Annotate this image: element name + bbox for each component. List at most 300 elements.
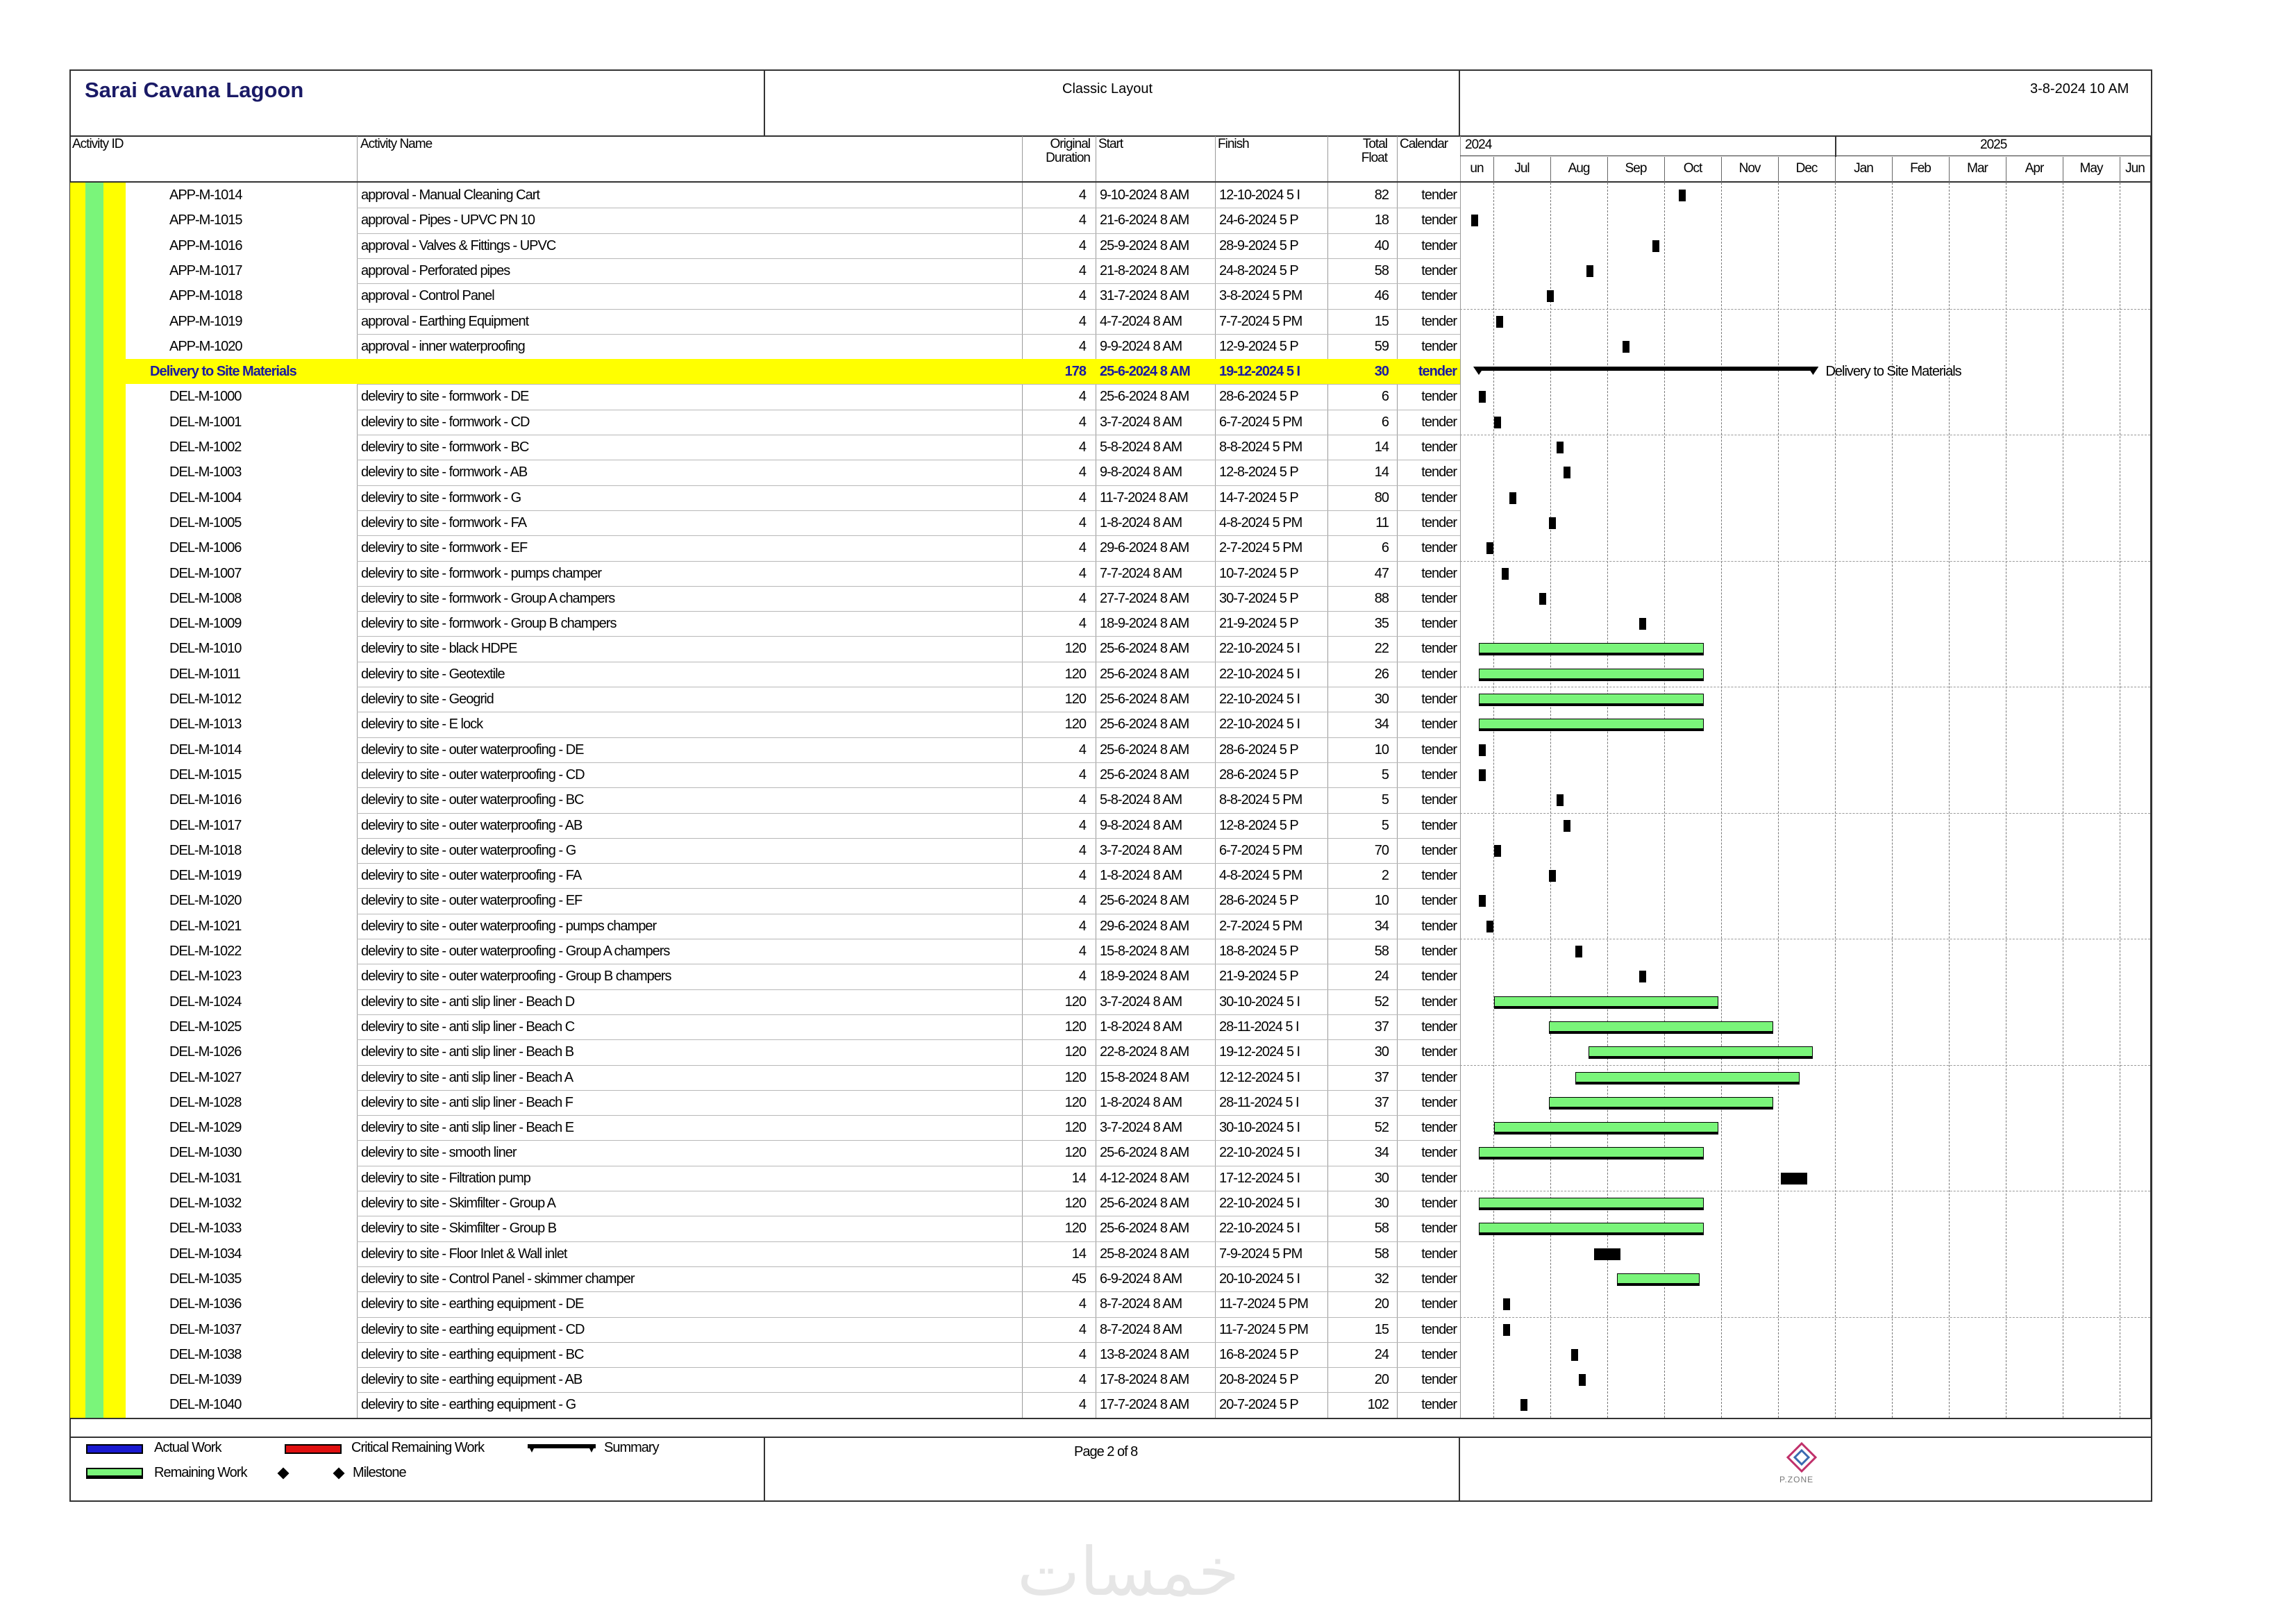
table-row[interactable] — [69, 914, 1460, 939]
table-row[interactable] — [69, 1216, 1460, 1241]
calendar: tender — [1421, 742, 1457, 757]
original-duration: 4 — [1078, 1397, 1086, 1413]
original-duration: 4 — [1078, 414, 1086, 430]
original-duration: 120 — [1064, 717, 1086, 733]
col-start[interactable]: Start — [1098, 137, 1123, 151]
summary-row[interactable] — [69, 359, 1460, 384]
col-activity-id[interactable]: Activity ID — [72, 137, 124, 151]
table-row[interactable] — [69, 1039, 1460, 1064]
total-float: 30 — [1374, 1044, 1389, 1060]
timeline-month-oct: Oct — [1683, 161, 1702, 176]
calendar: tender — [1421, 1044, 1457, 1060]
remaining-work-bar[interactable] — [1589, 1046, 1813, 1059]
activity-name: deleviry to site - Filtration pump — [361, 1170, 530, 1186]
table-row[interactable] — [69, 586, 1460, 611]
activity-name: deleviry to site - formwork - BC — [361, 440, 529, 455]
original-duration: 4 — [1078, 616, 1086, 632]
total-float: 5 — [1381, 817, 1389, 833]
finish-date: 4-8-2024 5 PM — [1219, 514, 1302, 530]
finish-date: 28-6-2024 5 P — [1219, 389, 1298, 405]
finish-date: 20-7-2024 5 P — [1219, 1397, 1298, 1413]
activity-bar[interactable] — [1486, 542, 1493, 554]
total-float: 24 — [1374, 969, 1389, 985]
table-row[interactable] — [69, 510, 1460, 535]
table-row[interactable] — [69, 838, 1460, 863]
activity-bar[interactable] — [1496, 316, 1503, 328]
finish-date: 19-12-2024 5 I — [1219, 1044, 1300, 1060]
table-row[interactable] — [69, 611, 1460, 636]
finish-date: 16-8-2024 5 P — [1219, 1346, 1298, 1362]
activity-id: DEL-M-1006 — [169, 540, 242, 556]
table-row[interactable] — [69, 258, 1460, 283]
finish-date: 11-7-2024 5 PM — [1219, 1296, 1308, 1312]
activity-name: approval - Pipes - UPVC PN 10 — [361, 212, 535, 228]
remaining-work-bar[interactable] — [1494, 996, 1719, 1009]
finish-date: 18-8-2024 5 P — [1219, 944, 1298, 959]
activity-id: APP-M-1016 — [169, 237, 242, 253]
report-date: 3-8-2024 10 AM — [2030, 81, 2129, 97]
finish-date: 6-7-2024 5 PM — [1219, 414, 1302, 430]
total-float: 37 — [1374, 1069, 1389, 1085]
start-date: 17-7-2024 8 AM — [1100, 1397, 1189, 1413]
activity-bar[interactable] — [1564, 820, 1570, 832]
table-row[interactable] — [69, 1342, 1460, 1367]
table-row[interactable] — [69, 1115, 1460, 1140]
start-date: 3-7-2024 8 AM — [1100, 1120, 1182, 1136]
activity-id: DEL-M-1032 — [169, 1196, 242, 1211]
activity-id: APP-M-1019 — [169, 313, 242, 329]
remaining-work-bar[interactable] — [1494, 1122, 1719, 1135]
activity-name: deleviry to site - formwork - G — [361, 489, 521, 505]
finish-date: 30-10-2024 5 I — [1219, 994, 1300, 1010]
activity-name: approval - Control Panel — [361, 288, 494, 304]
timeline-month-feb: Feb — [1910, 161, 1931, 176]
finish-date: 12-9-2024 5 P — [1219, 338, 1298, 354]
table-row[interactable] — [69, 535, 1460, 560]
table-row[interactable] — [69, 636, 1460, 661]
calendar: tender — [1421, 641, 1457, 657]
col-duration-label: Duration — [1046, 151, 1090, 165]
activity-id: DEL-M-1035 — [169, 1271, 242, 1287]
activity-bar[interactable] — [1549, 517, 1556, 529]
col-original-duration[interactable] — [1021, 137, 1090, 165]
summary-bar[interactable] — [1473, 365, 1818, 378]
finish-date: 22-10-2024 5 I — [1219, 692, 1300, 707]
activity-bar[interactable] — [1623, 341, 1629, 353]
remaining-work-bar[interactable] — [1549, 1097, 1774, 1110]
timeline-month-may: May — [2079, 161, 2103, 176]
table-row[interactable] — [69, 1191, 1460, 1216]
activity-name: deleviry to site - anti slip liner - Beach C — [361, 1019, 575, 1035]
activity-id: APP-M-1014 — [169, 187, 242, 203]
activity-name: deleviry to site - Geotextile — [361, 666, 505, 682]
activity-id: DEL-M-1028 — [169, 1094, 242, 1110]
activity-name: deleviry to site - formwork - AB — [361, 464, 528, 480]
table-row[interactable] — [69, 762, 1460, 787]
remaining-work-bar[interactable] — [1479, 1198, 1704, 1210]
finish-date: 7-9-2024 5 PM — [1219, 1246, 1302, 1262]
original-duration: 120 — [1064, 1044, 1086, 1060]
activity-id: DEL-M-1037 — [169, 1321, 242, 1337]
activity-id: DEL-M-1022 — [169, 944, 242, 959]
activity-bar[interactable] — [1579, 1374, 1586, 1386]
table-row[interactable] — [69, 1090, 1460, 1115]
calendar: tender — [1421, 1296, 1457, 1312]
remaining-work-bar[interactable] — [1617, 1273, 1700, 1286]
legend-summary-label: Summary — [604, 1440, 659, 1455]
total-float: 15 — [1374, 1321, 1389, 1337]
finish-date: 2-7-2024 5 PM — [1219, 918, 1302, 934]
activity-bar[interactable] — [1479, 391, 1486, 403]
finish-date: 30-10-2024 5 I — [1219, 1120, 1300, 1136]
remaining-work-bar[interactable] — [1479, 694, 1704, 706]
start-date: 25-6-2024 8 AM — [1100, 1221, 1189, 1237]
finish-date: 28-11-2024 5 I — [1219, 1019, 1299, 1035]
legend-summary-swatch — [526, 1443, 598, 1457]
activity-bar[interactable] — [1503, 1298, 1510, 1310]
total-float: 34 — [1374, 1145, 1389, 1161]
gantt-right-line — [2150, 136, 2152, 1418]
total-float: 11 — [1375, 514, 1389, 530]
total-float: 22 — [1374, 641, 1389, 657]
gantt-band-line — [1460, 309, 2150, 310]
gantt-band-line — [1460, 1317, 2150, 1318]
activity-id: DEL-M-1033 — [169, 1221, 242, 1237]
activity-bar[interactable] — [1679, 190, 1686, 201]
finish-date: 2-7-2024 5 PM — [1219, 540, 1302, 556]
calendar: tender — [1421, 1372, 1457, 1388]
activity-bar[interactable] — [1652, 240, 1659, 252]
table-row[interactable] — [69, 485, 1460, 510]
table-row[interactable] — [69, 1266, 1460, 1291]
table-row[interactable] — [69, 888, 1460, 913]
legend-critical-label: Critical Remaining Work — [351, 1440, 485, 1455]
activity-name: deleviry to site - anti slip liner - Beach A — [361, 1069, 573, 1085]
calendar: tender — [1421, 1069, 1457, 1085]
calendar: tender — [1421, 616, 1457, 632]
table-row[interactable] — [69, 1291, 1460, 1316]
start-date: 11-7-2024 8 AM — [1100, 489, 1188, 505]
total-float: 52 — [1374, 1120, 1389, 1136]
activity-id: DEL-M-1021 — [169, 918, 242, 934]
activity-id: DEL-M-1026 — [169, 1044, 242, 1060]
finish-date: 30-7-2024 5 P — [1219, 590, 1298, 606]
finish-date: 28-6-2024 5 P — [1219, 742, 1298, 757]
start-date: 29-6-2024 8 AM — [1100, 540, 1189, 556]
table-row[interactable] — [69, 1241, 1460, 1266]
original-duration: 178 — [1064, 364, 1086, 380]
activity-bar[interactable] — [1557, 442, 1564, 453]
finish-date: 24-6-2024 5 P — [1219, 212, 1298, 228]
activity-name: deleviry to site - earthing equipment - BC — [361, 1346, 584, 1362]
finish-date: 20-8-2024 5 P — [1219, 1372, 1298, 1388]
calendar: tender — [1421, 187, 1457, 203]
activity-bar[interactable] — [1547, 290, 1554, 302]
calendar: tender — [1421, 817, 1457, 833]
finish-date: 20-10-2024 5 I — [1219, 1271, 1300, 1287]
start-date: 31-7-2024 8 AM — [1100, 288, 1189, 304]
remaining-work-bar[interactable] — [1479, 1147, 1704, 1160]
original-duration: 4 — [1078, 590, 1086, 606]
original-duration: 4 — [1078, 262, 1086, 278]
total-float: 14 — [1374, 440, 1389, 455]
remaining-work-bar[interactable] — [1479, 643, 1704, 655]
start-date: 1-8-2024 8 AM — [1100, 868, 1182, 884]
start-date: 3-7-2024 8 AM — [1100, 994, 1182, 1010]
total-float: 30 — [1374, 692, 1389, 707]
total-float: 80 — [1374, 489, 1389, 505]
total-float: 58 — [1374, 1246, 1389, 1262]
header-divider-2 — [1459, 69, 1460, 136]
table-row[interactable] — [69, 309, 1460, 334]
activity-id: APP-M-1018 — [169, 288, 242, 304]
table-row[interactable] — [69, 410, 1460, 435]
activity-bar[interactable] — [1471, 215, 1478, 226]
finish-date: 22-10-2024 5 I — [1219, 641, 1300, 657]
timeline-month-nov: Nov — [1738, 161, 1761, 176]
activity-id: DEL-M-1011 — [169, 666, 240, 682]
activity-bar[interactable] — [1586, 265, 1593, 277]
original-duration: 4 — [1078, 792, 1086, 808]
activity-bar[interactable] — [1571, 1349, 1578, 1361]
activity-id: Delivery to Site Materials — [150, 364, 296, 380]
total-float: 10 — [1374, 893, 1389, 909]
calendar: tender — [1421, 666, 1457, 682]
activity-bar[interactable] — [1509, 492, 1516, 504]
original-duration: 4 — [1078, 1321, 1086, 1337]
start-date: 21-6-2024 8 AM — [1100, 212, 1189, 228]
start-date: 25-6-2024 8 AM — [1100, 767, 1189, 782]
start-date: 9-10-2024 8 AM — [1100, 187, 1189, 203]
start-date: 25-6-2024 8 AM — [1100, 364, 1190, 380]
activity-name: deleviry to site - Control Panel - skimmer champer — [361, 1271, 635, 1287]
total-float: 58 — [1374, 944, 1389, 959]
total-float: 82 — [1374, 187, 1389, 203]
table-row[interactable] — [69, 787, 1460, 812]
table-row[interactable] — [69, 1367, 1460, 1392]
remaining-work-bar[interactable] — [1479, 669, 1704, 681]
total-float: 26 — [1374, 666, 1389, 682]
finish-date: 28-6-2024 5 P — [1219, 767, 1298, 782]
calendar: tender — [1421, 842, 1457, 858]
calendar: tender — [1421, 944, 1457, 959]
remaining-work-bar[interactable] — [1479, 719, 1704, 731]
activity-name: approval - Perforated pipes — [361, 262, 510, 278]
col-activity-name[interactable]: Activity Name — [360, 137, 433, 151]
calendar: tender — [1421, 313, 1457, 329]
table-row[interactable] — [69, 662, 1460, 687]
total-float: 2 — [1381, 868, 1389, 884]
original-duration: 4 — [1078, 489, 1086, 505]
timeline-month-jan: Jan — [1854, 161, 1873, 176]
total-float: 5 — [1381, 767, 1389, 782]
activity-id: DEL-M-1017 — [169, 817, 242, 833]
activity-bar[interactable] — [1539, 593, 1546, 605]
table-row[interactable] — [69, 964, 1460, 989]
calendar: tender — [1421, 868, 1457, 884]
calendar: tender — [1421, 1246, 1457, 1262]
legend-remaining-swatch — [86, 1468, 143, 1479]
total-float: 6 — [1381, 389, 1389, 405]
activity-bar[interactable] — [1503, 1324, 1510, 1336]
activity-name: deleviry to site - smooth liner — [361, 1145, 517, 1161]
timeline-month-aug: Aug — [1568, 161, 1590, 176]
original-duration: 120 — [1064, 1094, 1086, 1110]
remaining-work-bar[interactable] — [1575, 1072, 1800, 1085]
table-row[interactable] — [69, 233, 1460, 258]
finish-date: 12-12-2024 5 I — [1219, 1069, 1300, 1085]
start-date: 1-8-2024 8 AM — [1100, 1019, 1182, 1035]
table-row[interactable] — [69, 989, 1460, 1014]
activity-name: deleviry to site - outer waterproofing - CD — [361, 767, 585, 782]
start-date: 25-9-2024 8 AM — [1100, 237, 1189, 253]
calendar: tender — [1421, 994, 1457, 1010]
original-duration: 4 — [1078, 868, 1086, 884]
table-row[interactable] — [69, 1140, 1460, 1165]
table-row[interactable] — [69, 863, 1460, 888]
activity-bar[interactable] — [1781, 1173, 1807, 1184]
original-duration: 4 — [1078, 313, 1086, 329]
activity-name: approval - Manual Cleaning Cart — [361, 187, 539, 203]
activity-bar[interactable] — [1557, 794, 1564, 806]
timeline-month-mar: Mar — [1967, 161, 1988, 176]
col-total-float[interactable] — [1326, 137, 1387, 165]
activity-bar[interactable] — [1639, 618, 1646, 630]
total-float: 102 — [1367, 1397, 1389, 1413]
activity-name: approval - inner waterproofing — [361, 338, 525, 354]
col-calendar[interactable]: Calendar — [1400, 137, 1448, 151]
table-row[interactable] — [69, 435, 1460, 460]
gantt-band-line — [1460, 1065, 2150, 1066]
calendar: tender — [1421, 389, 1457, 405]
finish-date: 8-8-2024 5 PM — [1219, 792, 1302, 808]
start-date: 25-6-2024 8 AM — [1100, 666, 1189, 682]
activity-id: DEL-M-1003 — [169, 464, 242, 480]
start-date: 22-8-2024 8 AM — [1100, 1044, 1189, 1060]
calendar: tender — [1421, 1221, 1457, 1237]
activity-id: DEL-M-1012 — [169, 692, 242, 707]
start-date: 8-7-2024 8 AM — [1100, 1321, 1182, 1337]
total-float: 88 — [1374, 590, 1389, 606]
table-row[interactable] — [69, 283, 1460, 308]
table-row[interactable] — [69, 561, 1460, 586]
project-title: Sarai Cavana Lagoon — [85, 78, 304, 102]
calendar: tender — [1421, 1196, 1457, 1211]
activity-name: deleviry to site - outer waterproofing - BC — [361, 792, 584, 808]
table-row[interactable] — [69, 1166, 1460, 1191]
activity-name: deleviry to site - formwork - pumps champer — [361, 565, 602, 581]
table-row[interactable] — [69, 687, 1460, 712]
activity-bar[interactable] — [1479, 895, 1486, 907]
start-date: 15-8-2024 8 AM — [1100, 944, 1189, 959]
activity-bar[interactable] — [1494, 845, 1501, 857]
calendar: tender — [1421, 590, 1457, 606]
table-row[interactable] — [69, 183, 1460, 208]
finish-date: 22-10-2024 5 I — [1219, 1196, 1300, 1211]
table-row[interactable] — [69, 460, 1460, 485]
table-row[interactable] — [69, 939, 1460, 964]
activity-bar[interactable] — [1564, 467, 1570, 478]
activity-bar[interactable] — [1549, 870, 1556, 882]
table-row[interactable] — [69, 1065, 1460, 1090]
activity-bar[interactable] — [1594, 1248, 1620, 1260]
activity-id: DEL-M-1019 — [169, 868, 242, 884]
table-row[interactable] — [69, 384, 1460, 409]
original-duration: 4 — [1078, 540, 1086, 556]
activity-bar[interactable] — [1502, 568, 1509, 580]
table-row[interactable] — [69, 813, 1460, 838]
finish-date: 12-8-2024 5 P — [1219, 464, 1298, 480]
activity-name: deleviry to site - formwork - FA — [361, 514, 527, 530]
total-float: 6 — [1381, 540, 1389, 556]
table-row[interactable] — [69, 208, 1460, 233]
start-date: 25-6-2024 8 AM — [1100, 692, 1189, 707]
finish-date: 12-8-2024 5 P — [1219, 817, 1298, 833]
start-date: 9-8-2024 8 AM — [1100, 817, 1182, 833]
calendar: tender — [1421, 1271, 1457, 1287]
table-row[interactable] — [69, 1392, 1460, 1417]
timeline-month-dec: Dec — [1795, 161, 1818, 176]
activity-name: deleviry to site - E lock — [361, 717, 483, 733]
total-float: 46 — [1374, 288, 1389, 304]
activity-name: deleviry to site - outer waterproofing - Group A champers — [361, 944, 670, 959]
start-date: 27-7-2024 8 AM — [1100, 590, 1189, 606]
remaining-work-bar[interactable] — [1479, 1223, 1704, 1235]
activity-bar[interactable] — [1575, 946, 1582, 957]
calendar: tender — [1421, 464, 1457, 480]
finish-date: 17-12-2024 5 I — [1219, 1170, 1300, 1186]
start-date: 5-8-2024 8 AM — [1100, 792, 1182, 808]
original-duration: 120 — [1064, 1069, 1086, 1085]
activity-bar[interactable] — [1479, 744, 1486, 756]
total-float: 58 — [1374, 1221, 1389, 1237]
timeline-month-jul: Jul — [1514, 161, 1530, 176]
activity-bar[interactable] — [1639, 971, 1646, 982]
start-date: 25-6-2024 8 AM — [1100, 893, 1189, 909]
table-row[interactable] — [69, 1317, 1460, 1342]
total-float: 34 — [1374, 918, 1389, 934]
activity-name: approval - Valves & Fittings - UPVC — [361, 237, 556, 253]
activity-name: deleviry to site - earthing equipment - AB — [361, 1372, 583, 1388]
legend-actual-swatch — [86, 1444, 143, 1454]
legend-actual-label: Actual Work — [154, 1440, 221, 1455]
start-date: 6-9-2024 8 AM — [1100, 1271, 1182, 1287]
table-row[interactable] — [69, 737, 1460, 762]
page-number: Page 2 of 8 — [1074, 1444, 1138, 1459]
start-date: 17-8-2024 8 AM — [1100, 1372, 1189, 1388]
original-duration: 120 — [1064, 1221, 1086, 1237]
table-row[interactable] — [69, 1014, 1460, 1039]
remaining-work-bar[interactable] — [1549, 1021, 1774, 1034]
table-row[interactable] — [69, 334, 1460, 359]
start-date: 21-8-2024 8 AM — [1100, 262, 1189, 278]
col-float-label: Float — [1361, 151, 1387, 165]
activity-bar[interactable] — [1494, 417, 1501, 428]
activity-bar[interactable] — [1486, 921, 1493, 932]
total-float: 40 — [1374, 237, 1389, 253]
legend-remaining-label: Remaining Work — [154, 1465, 247, 1480]
activity-bar[interactable] — [1520, 1399, 1527, 1411]
col-finish[interactable]: Finish — [1218, 137, 1249, 151]
total-float: 18 — [1374, 212, 1389, 228]
total-float: 58 — [1374, 262, 1389, 278]
activity-bar[interactable] — [1479, 769, 1486, 781]
finish-date: 10-7-2024 5 P — [1219, 565, 1298, 581]
activity-id: DEL-M-1027 — [169, 1069, 242, 1085]
table-row[interactable] — [69, 712, 1460, 737]
original-duration: 4 — [1078, 969, 1086, 985]
activity-id: DEL-M-1036 — [169, 1296, 242, 1312]
